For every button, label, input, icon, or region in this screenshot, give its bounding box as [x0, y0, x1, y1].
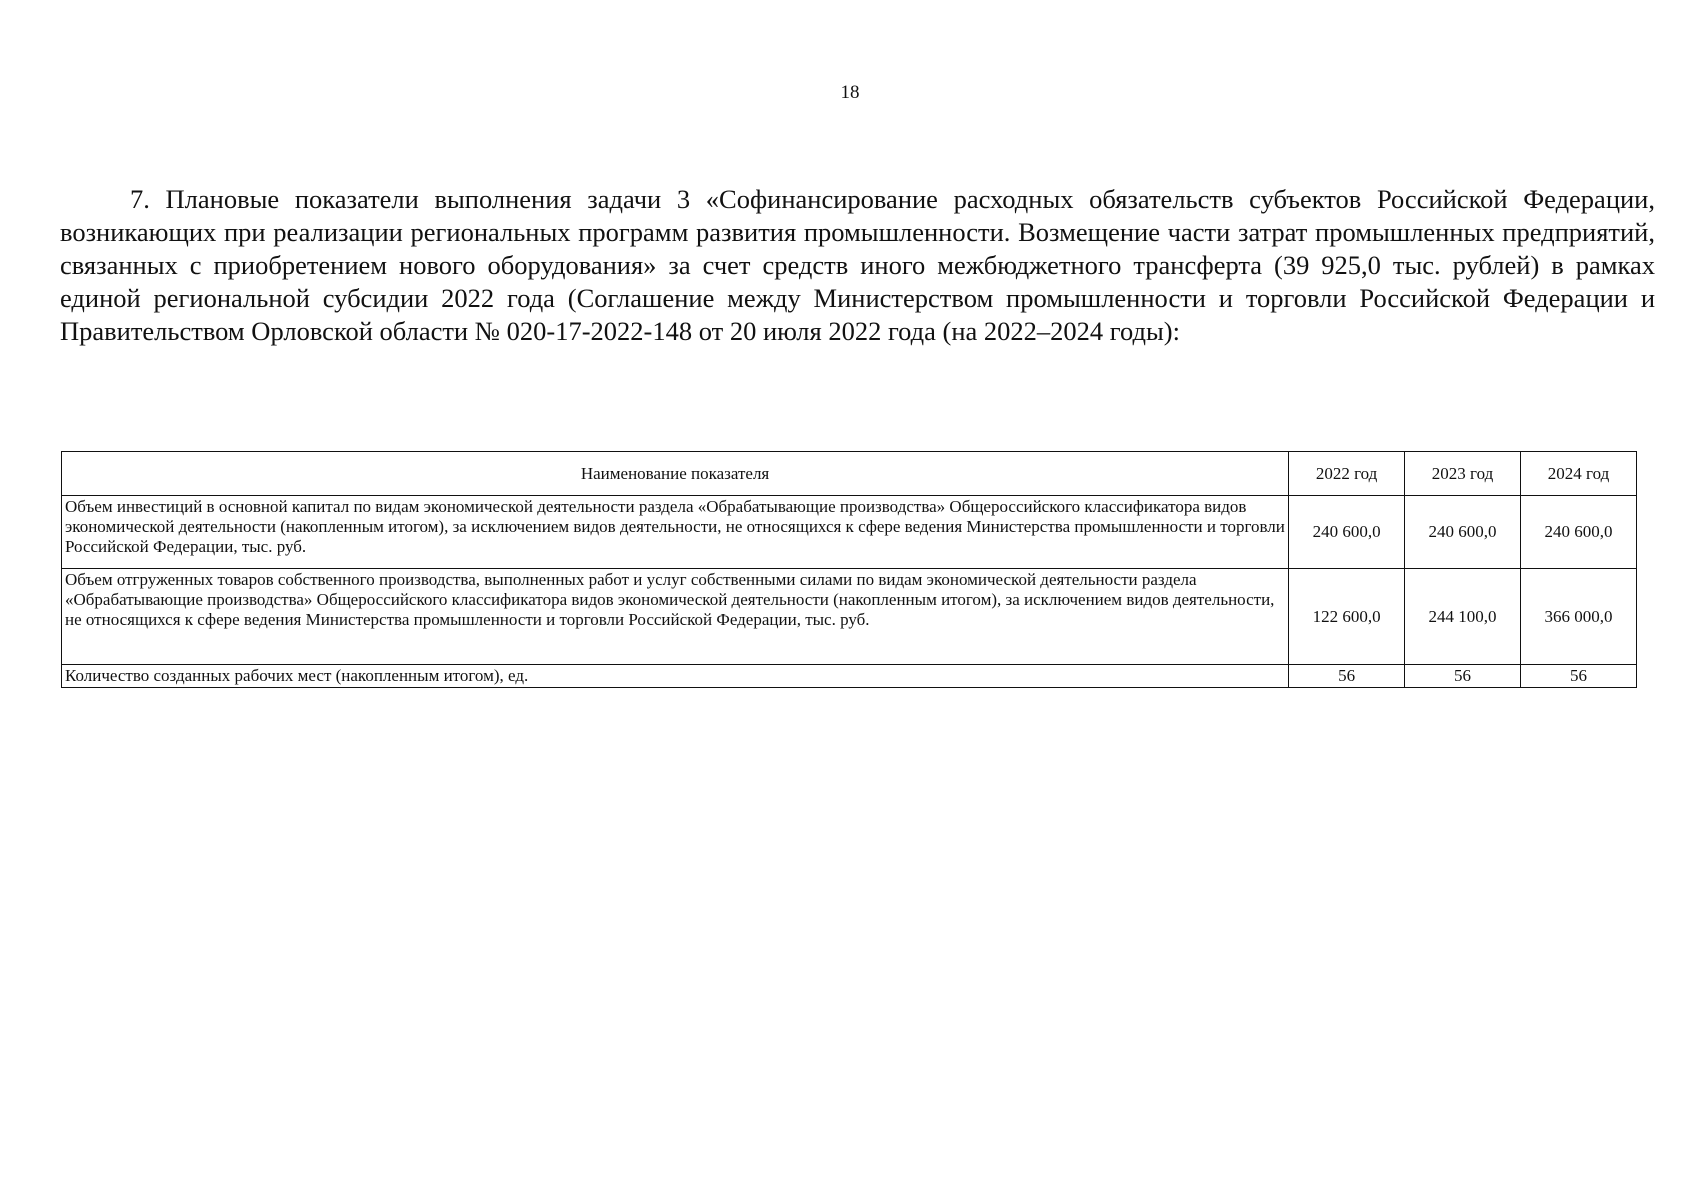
header-year-2023: 2023 год	[1405, 452, 1521, 496]
header-year-2022: 2022 год	[1289, 452, 1405, 496]
table-row	[62, 665, 1637, 688]
row-value-2024: 240 600,0	[1521, 496, 1637, 569]
row-value-2023: 244 100,0	[1405, 569, 1521, 665]
row-value-2024: 366 000,0	[1521, 569, 1637, 665]
header-indicator-name: Наименование показателя	[62, 452, 1289, 496]
header-year-2024: 2024 год	[1521, 452, 1637, 496]
row-value-2023: 240 600,0	[1405, 496, 1521, 569]
page-number: 18	[840, 82, 860, 103]
row-value-2022: 56	[1289, 665, 1405, 688]
row-indicator-name: Объем отгруженных товаров собственного производства, выполненных работ и услуг собственными силами по видам экономической деятельности раздела «Обрабатывающие производства» Общероссийского классификатора видов экономической деятельности (накопленным итогом), за исключением видов деятельности, не относящихся к сфере ведения Министерства промышленности и торговли Российской Федерации, тыс. руб.	[62, 569, 1289, 665]
table-row	[62, 569, 1637, 665]
row-value-2024: 56	[1521, 665, 1637, 688]
row-value-2023: 56	[1405, 665, 1521, 688]
indicators-table	[61, 451, 1637, 688]
intro-paragraph: 7. Плановые показатели выполнения задачи 3 «Софинансирование расходных обязательств субъектов Российской Федерации, возникающих при реализации региональных программ развития промышленности. Возмещение части затрат промышленных предприятий, связанных с приобретением нового оборудования» за счет средств иного межбюджетного трансферта (39 925,0 тыс. рублей) в рамках единой региональной субсидии 2022 года (Соглашение между Министерством промышленности и торговли Российской Федерации и Правительством Орловской области № 020-17-2022-148 от 20 июля 2022 года (на 2022–2024 годы):	[60, 184, 1655, 346]
row-value-2022: 240 600,0	[1289, 496, 1405, 569]
row-indicator-name: Объем инвестиций в основной капитал по видам экономической деятельности раздела «Обрабатывающие производства» Общероссийского классификатора видов экономической деятельности (накопленным итогом), за исключением видов деятельности, не относящихся к сфере ведения Министерства промышленности и торговли Российской Федерации, тыс. руб.	[62, 496, 1289, 569]
table-row	[62, 496, 1637, 569]
row-indicator-name: Количество созданных рабочих мест (накопленным итогом), ед.	[62, 665, 1289, 688]
table-header-row	[62, 452, 1637, 496]
row-value-2022: 122 600,0	[1289, 569, 1405, 665]
